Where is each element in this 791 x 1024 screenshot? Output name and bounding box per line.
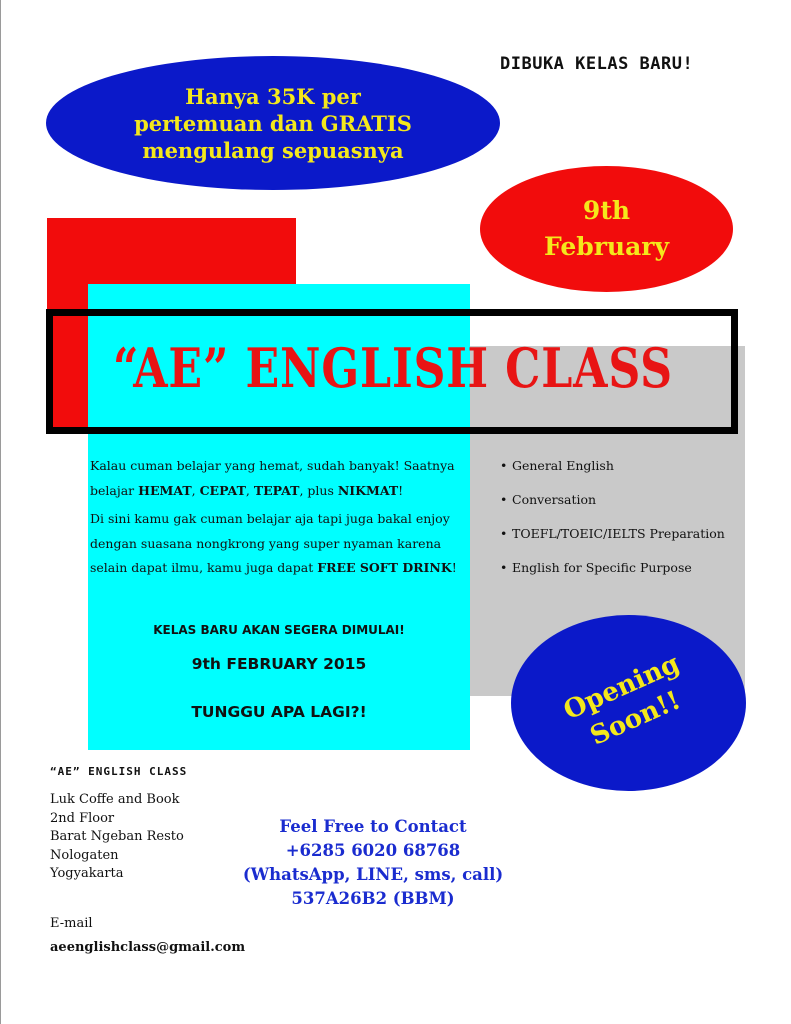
list-item: • Conversation xyxy=(498,488,743,512)
page-title: “AE” ENGLISH CLASS xyxy=(113,336,673,400)
list-item: • General English xyxy=(498,454,743,478)
email-address: aeenglishclass@gmail.com xyxy=(50,940,246,955)
page-edge-line xyxy=(0,0,1,1024)
list-item: • English for Specific Purpose xyxy=(498,556,743,580)
address-line: 2nd Floor xyxy=(50,810,115,826)
price-badge xyxy=(46,56,500,190)
list-item: • TOEFL/TOEIC/IELTS Preparation xyxy=(498,522,743,546)
intro-tepat: TEPAT xyxy=(253,482,300,498)
intro-p1-text: Kalau cuman belajar yang hemat, sudah banyak! Saatnya belajar xyxy=(90,458,455,498)
opening-soon-badge xyxy=(511,615,746,791)
new-class-notice: KELAS BARU AKAN SEGERA DIMULAI! xyxy=(153,623,405,637)
price-badge-text: Hanya 35K per pertemuan dan GRATIS mengulang sepuasnya xyxy=(134,83,412,163)
address-line: Nologaten xyxy=(50,847,119,863)
intro-sep: , xyxy=(245,482,254,498)
intro-paragraph-1 xyxy=(90,454,468,503)
contact-bbm: 537A26B2 (BBM) xyxy=(291,889,455,908)
call-to-action: TUNGGU APA LAGI?! xyxy=(191,703,367,721)
date-badge-text: 9th February xyxy=(543,196,669,261)
start-date: 9th FEBRUARY 2015 xyxy=(191,655,367,673)
intro-paragraph-2 xyxy=(90,507,468,581)
address-line: Barat Ngeban Resto xyxy=(50,829,184,844)
intro-text xyxy=(90,454,468,585)
contact-phone: +6285 6020 68768 xyxy=(285,841,461,860)
intro-nikmat: NIKMAT xyxy=(337,482,399,498)
course-list xyxy=(498,454,743,590)
address-line: Yogyakarta xyxy=(50,866,124,881)
intro-hemat: HEMAT xyxy=(138,482,192,498)
intro-cepat: CEPAT xyxy=(199,482,246,498)
date-badge xyxy=(480,166,733,292)
announcement-heading: DIBUKA KELAS BARU! xyxy=(500,54,694,74)
intro-end: ! xyxy=(451,560,457,575)
intro-free-soft-drink: FREE SOFT DRINK xyxy=(317,560,452,575)
contact-channels: (WhatsApp, LINE, sms, call) xyxy=(242,865,504,884)
intro-sep: , xyxy=(191,482,200,498)
footer-brand: “AE” ENGLISH CLASS xyxy=(50,765,188,778)
contact-heading: Feel Free to Contact xyxy=(279,817,467,836)
address-line: Luk Coffe and Book xyxy=(50,792,180,807)
intro-sep: , plus xyxy=(299,482,338,498)
email-label: E-mail xyxy=(50,916,93,931)
opening-soon-text: Opening Soon!! xyxy=(559,648,685,752)
intro-end: ! xyxy=(398,482,404,498)
contact-block xyxy=(218,815,528,911)
intro-p2-text: Di sini kamu gak cuman belajar aja tapi juga bakal enjoy dengan suasana nongkrong yang super nyaman karena selain dapat ilmu, kamu juga dapat xyxy=(90,511,450,575)
